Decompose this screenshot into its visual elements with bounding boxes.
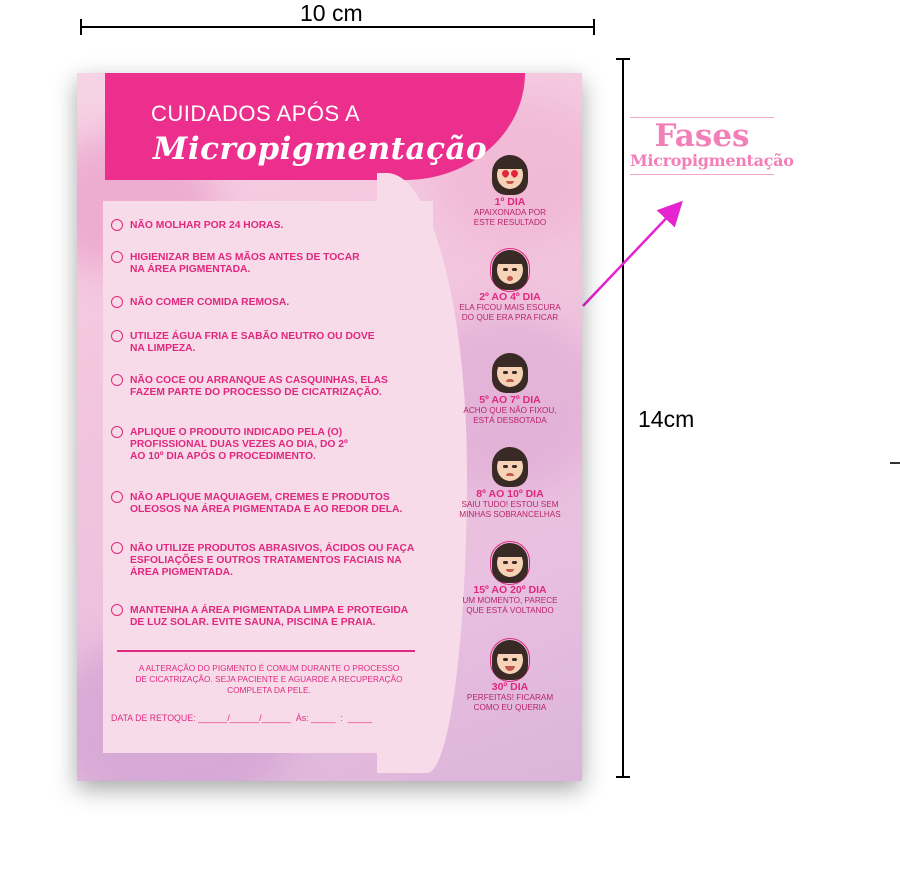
phase-day-1 xyxy=(435,155,582,227)
divider xyxy=(117,650,415,652)
phase-desc: UM MOMENTO, PARECE QUE ESTÁ VOLTANDO xyxy=(462,596,558,615)
header-title: CUIDADOS APÓS A xyxy=(151,101,361,126)
checkbox-circle-icon xyxy=(111,330,123,342)
phase-desc: SAIU TUDO! ESTOU SEM MINHAS SOBRANCELHAS xyxy=(459,500,561,519)
sad-face-icon xyxy=(492,447,528,487)
worried-face-icon xyxy=(492,353,528,393)
in-love-face-icon xyxy=(492,155,528,195)
phase-day-2-4 xyxy=(435,250,582,322)
checkbox-circle-icon xyxy=(111,219,123,231)
phase-desc: ELA FICOU MAIS ESCURA DO QUE ERA PRA FICAR xyxy=(459,303,561,322)
shocked-face-icon xyxy=(492,250,528,290)
phase-desc: PERFEITAS! FICARAM COMO EU QUERIA xyxy=(466,693,554,712)
phase-label: 8º AO 10º DIA xyxy=(476,488,544,500)
checkbox-circle-icon xyxy=(111,542,123,554)
phase-day-5-7 xyxy=(435,353,582,425)
footnote: A ALTERAÇÃO DO PIGMENTO É COMUM DURANTE O PROCESSO DE CICATRIZAÇÃO. SEJA PACIENTE E AGUARDE A RECUPERAÇÃO COMPLETA DA PELE. xyxy=(135,663,403,695)
phase-label: 2º AO 4º DIA xyxy=(479,291,541,303)
hopeful-face-icon xyxy=(492,543,528,583)
checkbox-circle-icon xyxy=(111,251,123,263)
checkbox-circle-icon xyxy=(111,296,123,308)
logo-subtitle: Micropigmentação xyxy=(630,151,794,170)
height-dimension-label: 14cm xyxy=(638,406,695,432)
phase-desc: ACHO QUE NÃO FIXOU, ESTÁ DESBOTADA xyxy=(463,406,557,425)
checkbox-circle-icon xyxy=(111,426,123,438)
checkbox-circle-icon xyxy=(111,604,123,616)
retouch-date-line: DATA DE RETOQUE: ______/______/______ Às: _____ : _____ xyxy=(111,713,373,723)
phase-day-30 xyxy=(435,640,582,712)
width-dimension-label: 10 cm xyxy=(300,0,363,26)
phase-label: 15º AO 20º DIA xyxy=(473,584,547,596)
phase-desc: APAIXONADA POR ESTE RESULTADO xyxy=(473,208,547,227)
checkbox-circle-icon xyxy=(111,491,123,503)
phase-label: 5º AO 7º DIA xyxy=(479,394,541,406)
phase-label: 30º DIA xyxy=(491,681,529,693)
logo-title: Fases xyxy=(654,118,750,154)
care-card: CUIDADOS APÓS A Micropigmentação NÃO MOLHAR POR 24 HORAS. HIGIENIZAR BEM AS MÃOS ANTES DE TOCAR NA ÁREA PIGMENTADA. NÃO COMER COMIDA REMOSA. UTILIZE ÁGUA FRIA E SABÃO NEUTRO OU DOVE NA LIMPEZA. NÃO COCE OU ARRANQUE AS CASQUINHAS, ELAS FAZEM PARTE DO PROCESSO DE CICATRIZAÇÃO. APLIQUE O PRODUTO INDICADO PELA (O) PROFISSIONAL DUAS VEZES AO DIA, DO 2º AO 10º DIA APÓS O PROCEDIMENTO. NÃO APLIQUE MAQUIAGEM, CREMES E PRODUTOS OLEOSOS NA ÁREA PIGMENTADA E AO REDOR DELA. NÃO UTILIZE PRODUTOS ABRASIVOS, ÁCIDOS OU FAÇA ESFOLIAÇÕES E OUTROS TRATAMENTOS FACIAIS NA ÁREA PIGMENTADA. MANTENHA A ÁREA PIGMENTADA LIMPA E PROTEGIDA DE LUZ SOLAR. EVITE SAUNA, PISCINA E PRAIA. A ALTERAÇÃO DO PIGMENTO É COMUM DURANTE O PROCESSO DE CICATRIZAÇÃO. SEJA PACIENTE E AGUARDE A RECUPERAÇÃO COMPLETA DA PELE. DATA DE RETOQUE: ______/______/______ Às: _____ : _____ 1º DIA APAIXONADA POR ESTE RESULTADO 2º AO 4º DIA ELA FICOU MAIS ESCURA DO QUE ERA PRA FICAR 5º AO 7º DIA ACHO QUE NÃO FIXOU, ESTÁ DESBOTADA 8º AO 10º DIA SAIU TUDO! ESTOU SEM MINHAS SOBRANCELHAS 15º AO 20º DIA UM MOMENTO, PARECE QUE ESTÁ VOLTANDO 30º DIA PERFEITAS! FICARAM COMO EU QUERIA xyxy=(77,73,582,781)
phase-label: 1º DIA xyxy=(494,196,526,208)
phase-day-15-20 xyxy=(435,543,582,615)
happy-face-icon xyxy=(492,640,528,680)
header-script-title: Micropigmentação xyxy=(153,131,488,167)
phase-day-8-10 xyxy=(435,447,582,519)
checkbox-circle-icon xyxy=(111,374,123,386)
